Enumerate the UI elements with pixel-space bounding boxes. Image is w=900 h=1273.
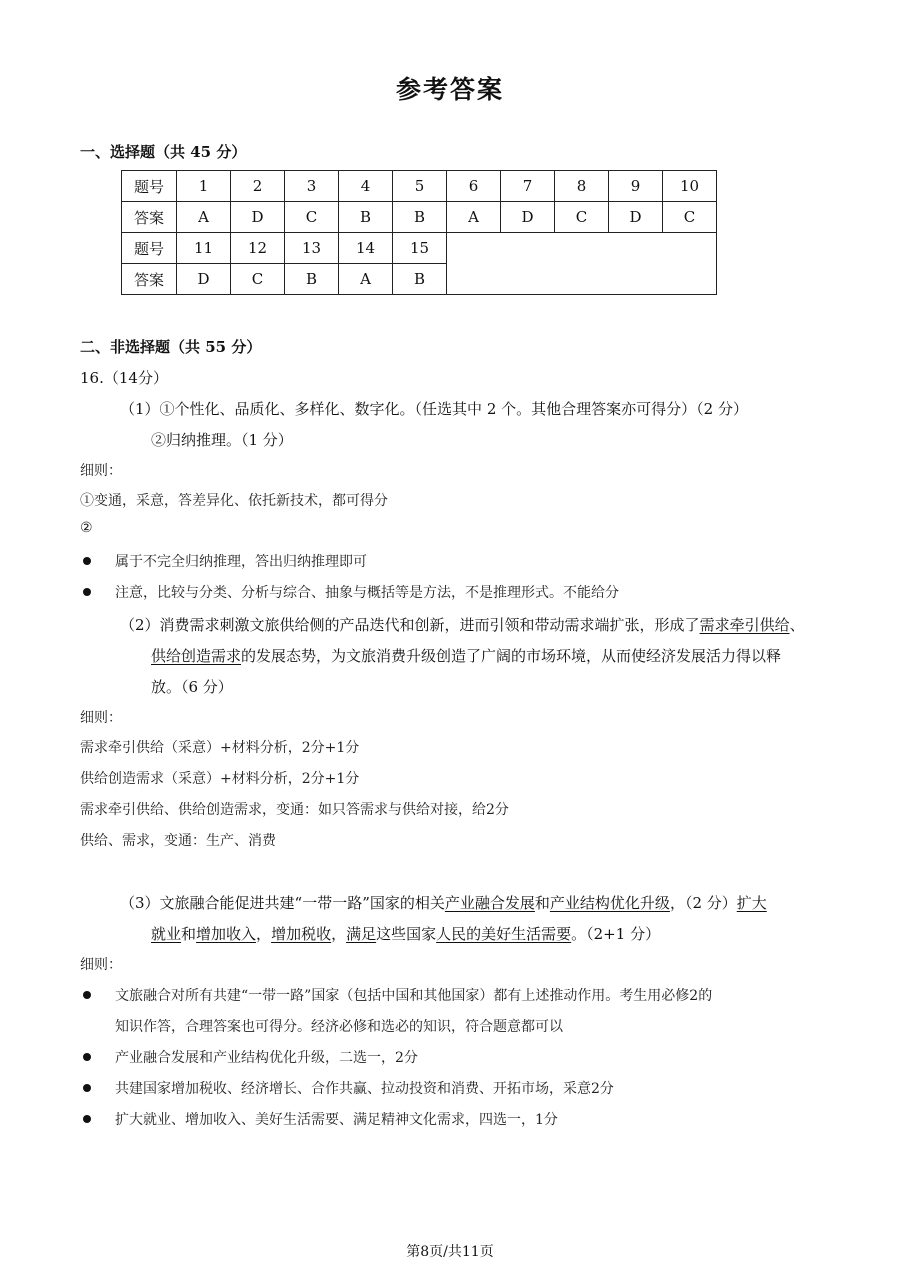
table-cell: C (555, 202, 609, 233)
rule-text: 供给创造需求（采意）+材料分析，2分+1分 (80, 771, 360, 787)
rules-label: 细则： (80, 957, 122, 973)
answer-3-line-2 (151, 923, 660, 944)
table-cell: D (501, 202, 555, 233)
table-cell: 13 (285, 233, 339, 264)
answer-2-line-1 (120, 614, 805, 635)
table-cell: 5 (393, 171, 447, 202)
table-cell: 14 (339, 233, 393, 264)
answer-text: 这些国家 (376, 925, 437, 943)
answer-1-line-1: （1）①个性化、品质化、多样化、数字化。（任选其中 2 个。其他合理答案亦可得分）（2 分） (120, 400, 748, 418)
row-label: 答案 (122, 202, 177, 233)
table-cell: 15 (393, 233, 447, 264)
table-row (122, 171, 717, 202)
table-cell: D (177, 264, 231, 295)
answer-text: 的发展态势，为文旅消费升级创造了广阔的市场环境，从而使经济发展活力得以释 (241, 647, 782, 665)
bullet-icon (83, 1053, 91, 1061)
key-point: 需求牵引供给 (699, 616, 790, 634)
table-cell: A (339, 264, 393, 295)
table-cell: A (447, 202, 501, 233)
table-row (122, 233, 717, 264)
bullet-icon (83, 588, 91, 596)
row-label: 题号 (122, 233, 177, 264)
rule-text: 文旅融合对所有共建“一带一路”国家（包括中国和其他国家）都有上述推动作用。考生用必修2的 (115, 988, 713, 1004)
bullet-icon (83, 557, 91, 565)
table-cell: 2 (231, 171, 285, 202)
table-cell: B (285, 264, 339, 295)
table-cell: C (663, 202, 717, 233)
key-point: 增加收入 (196, 925, 257, 943)
answer-text: ，（2 分） (669, 894, 737, 912)
section-heading-nonchoice: 二、非选择题（共 55 分） (80, 338, 262, 356)
row-label: 答案 (122, 264, 177, 295)
key-point: 扩大 (736, 894, 767, 912)
table-cell: C (285, 202, 339, 233)
table-cell: 12 (231, 233, 285, 264)
table-cell: 6 (447, 171, 501, 202)
key-point: 满足 (346, 925, 377, 943)
section-heading-choice: 一、选择题（共 45 分） (80, 143, 247, 161)
rule-text: ①变通，采意，答差异化、依托新技术，都可得分 (80, 493, 388, 509)
table-cell: 10 (663, 171, 717, 202)
answer-text: 、 (789, 616, 805, 634)
table-cell: 1 (177, 171, 231, 202)
answer-text: 。（2+1 分） (571, 925, 661, 943)
key-point: 供给创造需求 (151, 647, 242, 665)
key-point: 就业 (151, 925, 182, 943)
answer-text: （2）消费需求刺激文旅供给侧的产品迭代和创新，进而引领和带动需求端扩张，形成了 (120, 616, 700, 634)
table-cell: 11 (177, 233, 231, 264)
empty-merged-cell (447, 233, 717, 295)
rule-text: 供给、需求，变通：生产、消费 (80, 833, 276, 849)
answer-text: 和 (534, 894, 550, 912)
page-title: 参考答案 (395, 75, 504, 104)
bullet-icon (83, 1084, 91, 1092)
rule-text: 知识作答，合理答案也可得分。经济必修和选必的知识，符合题意都可以 (115, 1019, 563, 1035)
table-cell: D (231, 202, 285, 233)
key-point: 产业结构优化升级 (549, 894, 670, 912)
bullet-icon (83, 1115, 91, 1123)
answer-3-line-1 (120, 892, 767, 913)
rules-label: 细则： (80, 463, 122, 479)
rule-text: 需求牵引供给、供给创造需求，变通：如只答需求与供给对接，给2分 (80, 802, 509, 818)
answer-2-line-3: 放。（6 分） (151, 678, 233, 696)
rule-text: 共建国家增加税收、经济增长、合作共赢、拉动投资和消费、开拓市场，采意2分 (115, 1081, 614, 1097)
table-cell: 9 (609, 171, 663, 202)
rule-text: 产业融合发展和产业结构优化升级，二选一，2分 (115, 1050, 418, 1066)
table-cell: C (231, 264, 285, 295)
answer-text: ， (331, 925, 347, 943)
table-cell: D (609, 202, 663, 233)
table-cell: 3 (285, 171, 339, 202)
row-label: 题号 (122, 171, 177, 202)
rule-text: 属于不完全归纳推理，答出归纳推理即可 (115, 554, 367, 570)
bullet-icon (83, 991, 91, 999)
key-point: 产业融合发展 (444, 894, 535, 912)
answer-1-line-2: ②归纳推理。（1 分） (151, 431, 293, 449)
answer-text: （3）文旅融合能促进共建“一带一路”国家的相关 (120, 894, 445, 912)
table-cell: 4 (339, 171, 393, 202)
question-16-label: 16.（14分） (80, 369, 168, 387)
answer-2-line-2 (151, 645, 781, 666)
key-point: 增加税收 (271, 925, 332, 943)
rule-text: 注意，比较与分类、分析与综合、抽象与概括等是方法，不是推理形式。不能给分 (115, 585, 619, 601)
rules-label: 细则： (80, 710, 122, 726)
table-cell: A (177, 202, 231, 233)
rule-text: 需求牵引供给（采意）+材料分析，2分+1分 (80, 740, 360, 756)
answer-text: ， (256, 925, 272, 943)
key-point: 人民的美好生活需要 (436, 925, 572, 943)
table-cell: B (339, 202, 393, 233)
table-cell: B (393, 202, 447, 233)
table-cell: 7 (501, 171, 555, 202)
answer-table (121, 170, 717, 295)
page-number: 第8页/共11页 (406, 1244, 494, 1260)
rule-text: 扩大就业、增加收入、美好生活需要、满足精神文化需求，四选一，1分 (115, 1112, 558, 1128)
answer-text: 和 (181, 925, 197, 943)
table-cell: B (393, 264, 447, 295)
rule-text: ② (80, 520, 93, 536)
table-row (122, 202, 717, 233)
table-cell: 8 (555, 171, 609, 202)
